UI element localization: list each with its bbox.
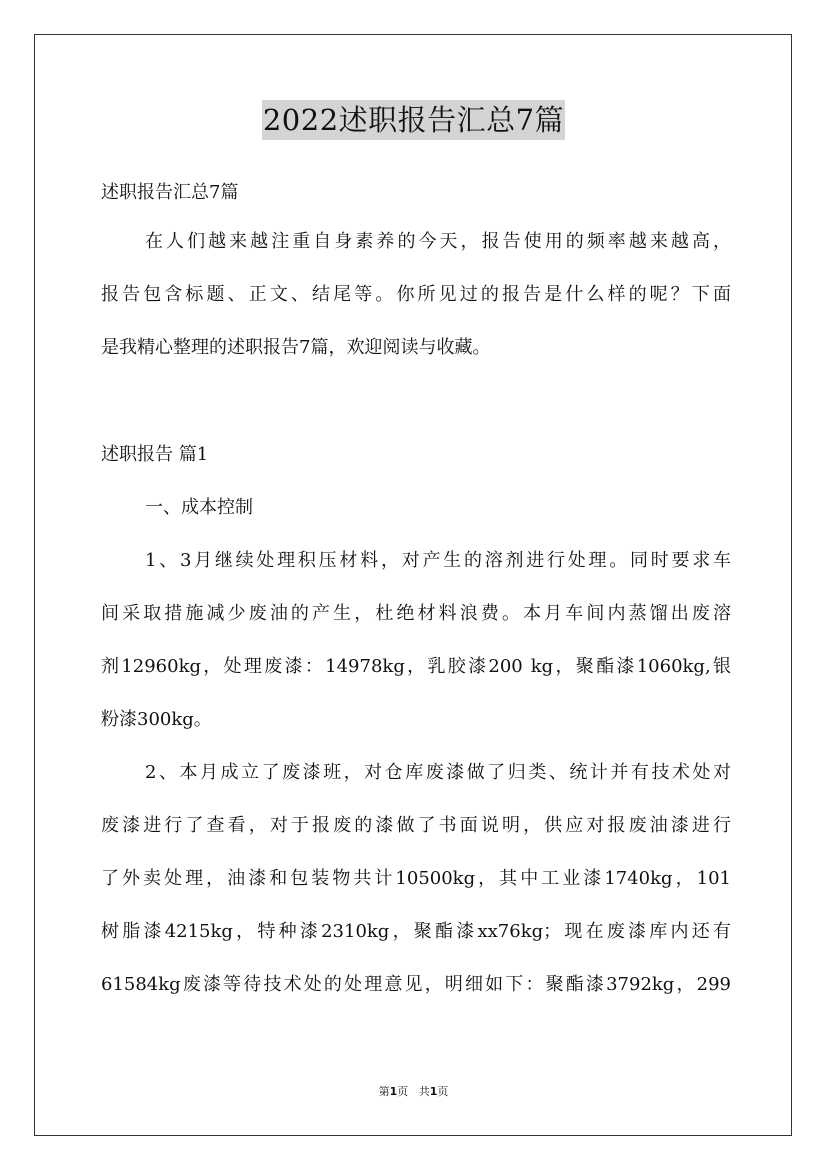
item-1-paragraph [101,544,731,737]
item-2-line: 废漆进行了查看，对于报废的漆做了书面说明，供应对报废油漆进行 [101,815,731,836]
item-1-line: 1、3月继续处理积压材料，对产生的溶剂进行处理。同时要求车 [145,550,731,571]
title-wrapper [0,100,827,140]
page-prefix: 第 [378,1085,390,1098]
intro-paragraph [101,225,731,365]
item-1-line: 剂12960kg，处理废漆：14978kg，乳胶漆200 kg，聚酯漆1060kg,银 [101,656,731,677]
page-footer [0,1083,827,1099]
section-heading: 述职报告 篇1 [101,444,209,465]
item-2-line: 2、本月成立了废漆班，对仓库废漆做了归类、统计并有技术处对 [145,762,731,783]
document-title: 2022述职报告汇总7篇 [262,100,565,140]
item-2-line: 树脂漆4215kg，特种漆2310kg，聚酯漆xx76kg；现在废漆库内还有 [101,921,731,942]
item-2-line: 61584kg废漆等待技术处的处理意见，明细如下：聚酯漆3792kg，299 [101,974,731,995]
intro-line: 是我精心整理的述职报告7篇，欢迎阅读与收藏。 [101,337,491,358]
total-suffix: 页 [437,1085,449,1098]
intro-line: 报告包含标题、正文、结尾等。你所见过的报告是什么样的呢？下面 [101,284,731,305]
item-1-line: 粉漆300kg。 [101,709,212,730]
total-pages: 1 [429,1085,438,1098]
sub-heading: 一、成本控制 [145,497,253,518]
item-2-line: 了外卖处理，油漆和包装物共计10500kg，其中工业漆1740kg，101 [101,868,731,889]
total-prefix: 共 [418,1085,430,1098]
item-1-line: 间采取措施减少废油的产生，杜绝材料浪费。本月车间内蒸馏出废溶 [101,603,731,624]
document-body [101,176,731,1002]
page-suffix: 页 [397,1085,409,1098]
item-2-paragraph [101,756,731,1002]
subtitle: 述职报告汇总7篇 [101,182,239,203]
page-number: 1 [389,1085,398,1098]
intro-line: 在人们越来越注重自身素养的今天，报告使用的频率越来越高， [145,231,731,252]
